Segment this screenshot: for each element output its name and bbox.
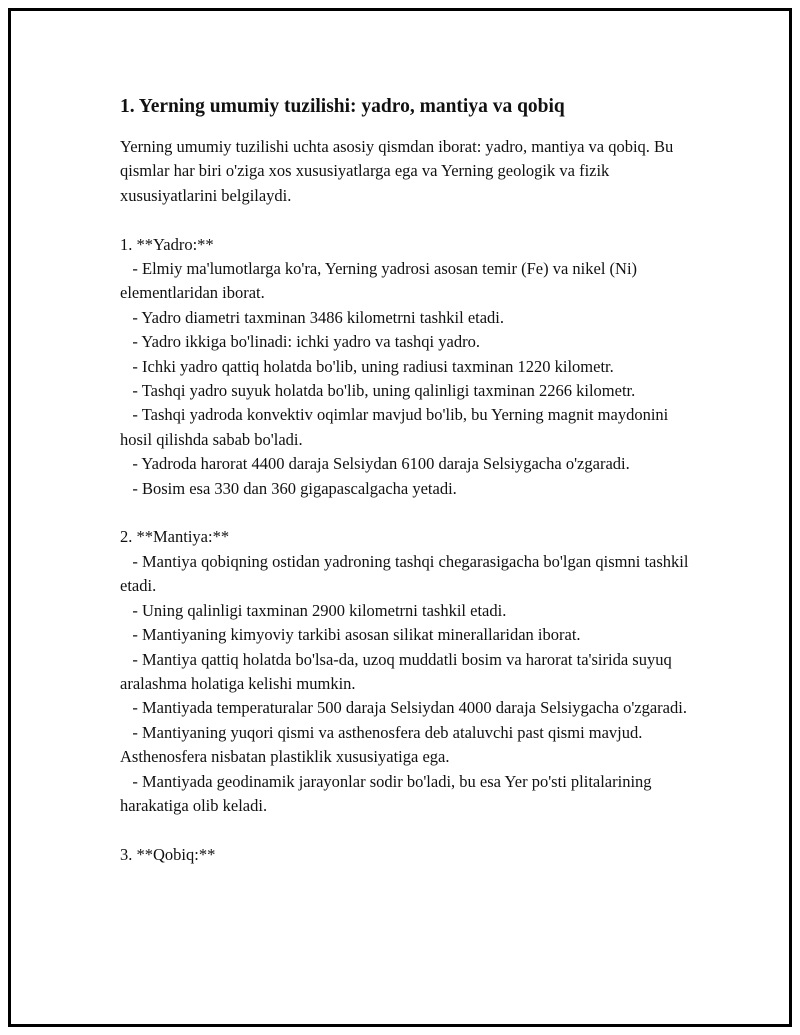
section-qobiq (120, 843, 700, 867)
list-item: - Uning qalinligi taxminan 2900 kilometrni tashkil etadi. (120, 600, 507, 620)
section-heading: 2. **Mantiya:** (120, 527, 230, 547)
list-item: - Mantiyaning kimyoviy tarkibi asosan silikat minerallaridan iborat. (120, 625, 581, 645)
document-content (120, 93, 700, 892)
list-item: - Mantiyaning yuqori qismi va asthenosfera deb ataluvchi past qismi mavjud. Asthenosfera nisbatan plastiklik xususiyatiga ega. (120, 722, 646, 767)
list-item: - Tashqi yadro suyuk holatda bo'lib, uning qalinligi taxminan 2266 kilometr. (120, 381, 636, 401)
list-item: - Mantiya qobiqning ostidan yadroning tashqi chegarasigacha bo'lgan qismni tashkil etadi. (120, 551, 693, 596)
list-item: - Mantiya qattiq holatda bo'lsa-da, uzoq muddatli bosim va harorat ta'sirida suyuq aralashma holatiga kelishi mumkin. (120, 649, 676, 693)
section-heading: 3. **Qobiq:** (120, 844, 216, 864)
intro-paragraph: Yerning umumiy tuzilishi uchta asosiy qismdan iborat: yadro, mantiya va qobiq. Bu qismlar har biri o'ziga xos xususiyatlarga ega va Yerning geologik va fizik xususiyatlarini belgilaydi. (120, 137, 674, 205)
list-item: - Tashqi yadroda konvektiv oqimlar mavjud bo'lib, bu Yerning magnit maydonini hosil qilishda sabab bo'ladi. (120, 405, 673, 449)
list-item: - Mantiyada geodinamik jarayonlar sodir bo'ladi, bu esa Yer po'sti plitalarining harakatiga olib keladi. (120, 771, 656, 815)
section-yadro (120, 233, 700, 501)
list-item: - Mantiyada temperaturalar 500 daraja Selsiydan 4000 daraja Selsiygacha o'zgaradi. (120, 698, 687, 718)
document-page (8, 8, 792, 1027)
list-item: - Bosim esa 330 dan 360 gigapascalgacha yetadi. (120, 478, 457, 498)
list-item: - Elmiy ma'lumotlarga ko'ra, Yerning yadrosi asosan temir (Fe) va nikel (Ni) elementlaridan iborat. (120, 259, 642, 303)
list-item: - Ichki yadro qattiq holatda bo'lib, uning radiusi taxminan 1220 kilometr. (120, 356, 614, 376)
document-title: 1. Yerning umumiy tuzilishi: yadro, mantiya va qobiq (120, 96, 565, 117)
list-item: - Yadroda harorat 4400 daraja Selsiydan 6100 daraja Selsiygacha o'zgaradi. (120, 454, 630, 474)
list-item: - Yadro ikkiga bo'linadi: ichki yadro va tashqi yadro. (120, 332, 480, 352)
section-heading: 1. **Yadro:** (120, 234, 214, 254)
section-mantiya (120, 525, 700, 818)
list-item: - Yadro diametri taxminan 3486 kilometrni tashkil etadi. (120, 307, 505, 327)
